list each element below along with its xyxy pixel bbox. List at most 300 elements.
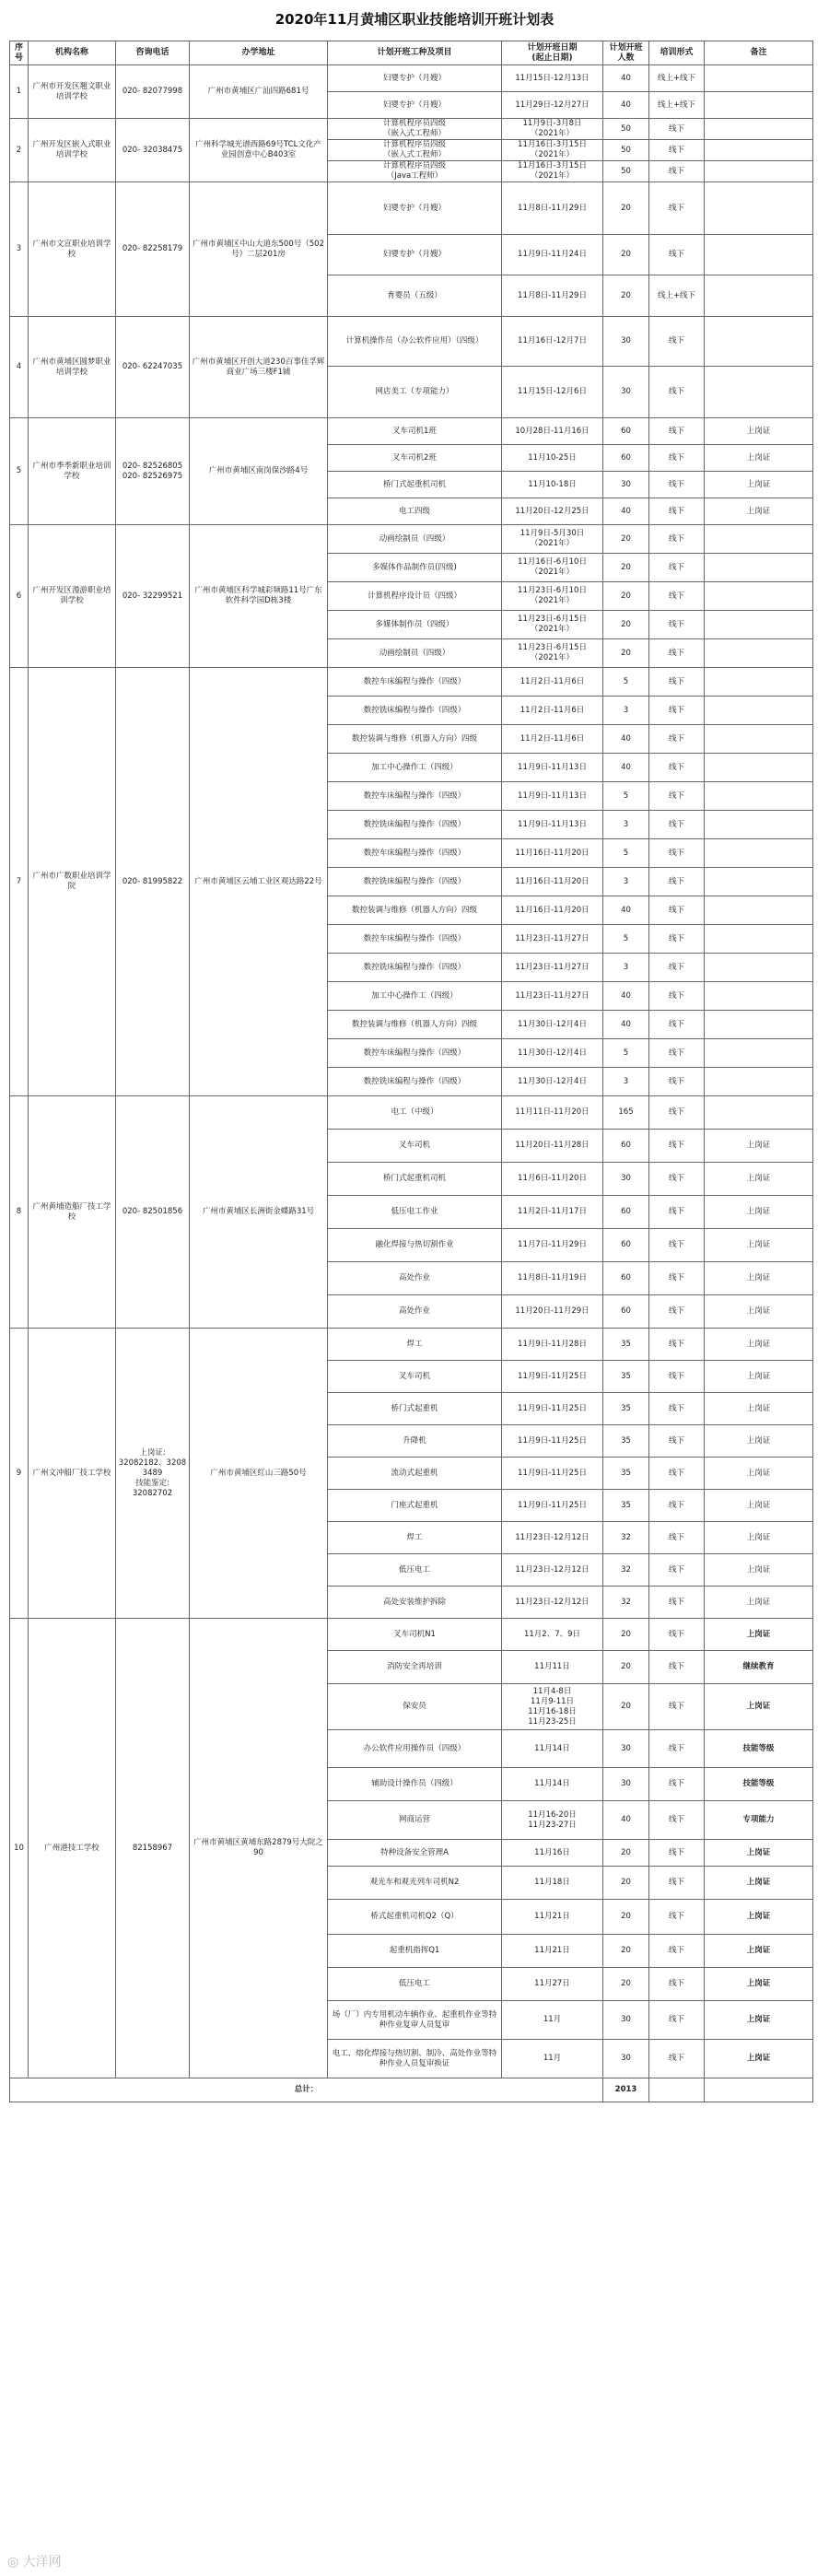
course-count: 3 [603,811,649,839]
course-item: 门座式起重机 [328,1490,502,1522]
course-item: 电工（中级） [328,1096,502,1130]
course-mode: 线下 [649,1130,705,1163]
course-item: 妇婴专护（月嫂） [328,65,502,92]
course-date: 11月9日-11月13日 [502,811,603,839]
column-header: 计划开班工种及项目 [328,41,502,65]
course-item: 加工中心操作工（四级） [328,754,502,782]
course-item: 叉车司机2班 [328,445,502,472]
course-note: 上岗证 [705,1587,813,1619]
course-count: 32 [603,1554,649,1587]
course-count: 30 [603,472,649,498]
institution-phone: 020- 82077998 [116,65,190,119]
course-count: 40 [603,92,649,119]
table-row [10,1096,813,1130]
course-note [705,1068,813,1096]
course-mode: 线下 [649,1730,705,1768]
course-note [705,754,813,782]
course-note [705,668,813,697]
course-count: 30 [603,1163,649,1196]
course-date: 11月16日-11月20日 [502,868,603,896]
institution-name: 广州市开发区翘文职业培训学校 [29,65,116,119]
course-count: 5 [603,1039,649,1068]
course-date: 11月9日-11月25日 [502,1458,603,1490]
course-note: 上岗证 [705,1554,813,1587]
course-mode: 线下 [649,1554,705,1587]
course-mode: 线下 [649,1361,705,1393]
course-item: 动画绘制员（四级） [328,525,502,554]
course-note [705,782,813,811]
column-header: 机构名称 [29,41,116,65]
course-item: 观光车和观光列车司机N2 [328,1867,502,1900]
course-item: 数控车床编程与操作（四级） [328,782,502,811]
institution-address: 广州市黄埔区中山大道东500号（502号）二层201房 [190,182,328,317]
course-date: 11月2、7、9日 [502,1619,603,1651]
course-note: 上岗证 [705,1935,813,1968]
course-mode: 线下 [649,954,705,982]
course-mode: 线下 [649,1619,705,1651]
course-count: 32 [603,1587,649,1619]
course-mode: 线下 [649,1684,705,1730]
course-mode: 线下 [649,1587,705,1619]
course-note [705,161,813,182]
course-date: 11月9日-11月13日 [502,782,603,811]
course-item: 电工、熔化焊接与热切割、制冷、高处作业等特种作业人员复审换证 [328,2040,502,2078]
institution-name: 广州开发区漫游职业培训学校 [29,525,116,668]
course-date: 11月2日-11月17日 [502,1196,603,1229]
course-note: 继续教育 [705,1651,813,1684]
course-item: 场（厂）内专用机动车辆作业、起重机作业等特种作业复审人员复审 [328,2001,502,2040]
course-note: 上岗证 [705,1684,813,1730]
row-number: 7 [10,668,29,1096]
course-mode: 线下 [649,317,705,367]
course-mode: 线下 [649,896,705,925]
course-count: 40 [603,725,649,754]
course-date: 11月9日-11月25日 [502,1425,603,1458]
institution-address: 广州市黄埔区黄埔东路2879号大院之90 [190,1619,328,2078]
course-count: 30 [603,2040,649,2078]
institution-name: 广州市季季新职业培训学校 [29,418,116,525]
row-number: 4 [10,317,29,418]
course-note: 技能等级 [705,1730,813,1768]
course-mode: 线下 [649,1651,705,1684]
course-item: 网店美工（专项能力） [328,367,502,418]
course-count: 40 [603,896,649,925]
course-date: 11月20日-11月29日 [502,1295,603,1329]
institution-address: 广州市黄埔区南岗保沙路4号 [190,418,328,525]
institution-name: 广州市广数职业培训学院 [29,668,116,1096]
course-note [705,925,813,954]
course-mode: 线下 [649,811,705,839]
course-count: 30 [603,2001,649,2040]
course-mode: 线下 [649,140,705,161]
course-count: 35 [603,1393,649,1425]
course-count: 60 [603,1196,649,1229]
course-item: 计算机程序员四级 （Java工程师） [328,161,502,182]
course-date: 11月14日 [502,1730,603,1768]
course-count: 40 [603,1801,649,1840]
course-mode: 线下 [649,1768,705,1801]
course-mode: 线下 [649,1039,705,1068]
course-item: 叉车司机1班 [328,418,502,445]
course-item: 保安员 [328,1684,502,1730]
course-item: 数控装调与维修（机器人方向）四级 [328,1011,502,1039]
course-mode: 线下 [649,1458,705,1490]
course-date: 11月 [502,2040,603,2078]
course-date: 11月7日-11月29日 [502,1229,603,1262]
course-count: 3 [603,954,649,982]
course-date: 11月16日-3月15日 （2021年） [502,140,603,161]
table-row [10,317,813,367]
table-header-row [10,41,813,65]
course-date: 11月16日-11月20日 [502,896,603,925]
course-note [705,839,813,868]
course-note [705,554,813,582]
table-row [10,119,813,140]
course-date: 11月9日-11月25日 [502,1361,603,1393]
course-date: 11月 [502,2001,603,2040]
row-number: 9 [10,1329,29,1619]
course-item: 加工中心操作工（四级） [328,982,502,1011]
course-count: 20 [603,639,649,668]
course-date: 11月29日-12月27日 [502,92,603,119]
institution-name: 广州文冲船厂技工学校 [29,1329,116,1619]
course-date: 11月20日-12月25日 [502,498,603,525]
course-item: 多媒体作品制作员(四级) [328,554,502,582]
course-mode: 线下 [649,1163,705,1196]
course-mode: 线下 [649,472,705,498]
course-date: 11月14日 [502,1768,603,1801]
course-item: 桥门式起重机司机 [328,472,502,498]
course-item: 高处安装维护拆除 [328,1587,502,1619]
course-count: 20 [603,1867,649,1900]
course-item: 流动式起重机 [328,1458,502,1490]
course-mode: 线下 [649,182,705,235]
column-header: 办学地址 [190,41,328,65]
course-item: 桥门式起重机 [328,1393,502,1425]
course-count: 20 [603,235,649,275]
course-mode: 线下 [649,754,705,782]
course-count: 165 [603,1096,649,1130]
course-item: 特种设备安全管理A [328,1840,502,1867]
course-date: 11月15日-12月6日 [502,367,603,418]
course-count: 50 [603,119,649,140]
course-note [705,275,813,317]
institution-phone: 82158967 [116,1619,190,2078]
course-note [705,317,813,367]
course-note: 上岗证 [705,1425,813,1458]
course-date: 11月9日-11月13日 [502,754,603,782]
table-row [10,668,813,697]
course-date: 11月16-20日 11月23-27日 [502,1801,603,1840]
total-count: 2013 [603,2078,649,2102]
course-note: 上岗证 [705,1867,813,1900]
course-note [705,725,813,754]
course-item: 数控铣床编程与操作（四级） [328,868,502,896]
course-mode: 线下 [649,119,705,140]
course-item: 数控铣床编程与操作（四级） [328,697,502,725]
course-date: 11月16日-11月20日 [502,839,603,868]
course-date: 11月30日-12月4日 [502,1068,603,1096]
course-mode: 线下 [649,1935,705,1968]
course-mode: 线下 [649,697,705,725]
course-mode: 线下 [649,1968,705,2001]
course-mode: 线上+线下 [649,275,705,317]
course-item: 妇婴专护（月嫂） [328,235,502,275]
course-count: 32 [603,1522,649,1554]
course-date: 11月16日-6月10日 （2021年） [502,554,603,582]
course-note: 上岗证 [705,418,813,445]
course-mode: 线下 [649,1011,705,1039]
course-item: 高处作业 [328,1262,502,1295]
table-row [10,1329,813,1361]
course-count: 40 [603,754,649,782]
course-item: 焊工 [328,1329,502,1361]
table-row [10,182,813,235]
course-item: 计算机程序员四级 （嵌入式工程师） [328,119,502,140]
course-note: 上岗证 [705,1295,813,1329]
empty-cell [705,2078,813,2102]
course-item: 计算机程序设计员（四级） [328,582,502,611]
course-mode: 线下 [649,445,705,472]
course-date: 11月9日-5月30日 （2021年） [502,525,603,554]
course-note: 上岗证 [705,445,813,472]
course-mode: 线下 [649,639,705,668]
course-note [705,896,813,925]
course-mode: 线下 [649,982,705,1011]
course-count: 20 [603,1935,649,1968]
course-item: 起重机指挥Q1 [328,1935,502,1968]
course-item: 妇婴专护（月嫂） [328,92,502,119]
course-mode: 线下 [649,1329,705,1361]
course-mode: 线下 [649,611,705,639]
course-count: 40 [603,65,649,92]
course-note [705,92,813,119]
course-item: 融化焊接与热切割作业 [328,1229,502,1262]
course-note: 上岗证 [705,1900,813,1935]
institution-address: 广州科学城光谱西路69号TCL文化产业园创意中心B403室 [190,119,328,182]
course-count: 20 [603,1840,649,1867]
institution-phone: 020- 81995822 [116,668,190,1096]
table-body [10,65,813,2102]
course-date: 11月30日-12月4日 [502,1039,603,1068]
course-note: 上岗证 [705,472,813,498]
course-note: 上岗证 [705,1522,813,1554]
course-date: 11月10-25日 [502,445,603,472]
course-count: 5 [603,668,649,697]
course-item: 辅助设计操作员（四级） [328,1768,502,1801]
course-item: 计算机操作员（办公软件应用）（四级） [328,317,502,367]
course-item: 电工四级 [328,498,502,525]
course-date: 11月23日-12月12日 [502,1522,603,1554]
institution-phone: 020- 82501856 [116,1096,190,1329]
course-count: 60 [603,1262,649,1295]
course-note [705,639,813,668]
course-date: 11月8日-11月29日 [502,275,603,317]
course-note: 上岗证 [705,1163,813,1196]
course-date: 11月23日-11月27日 [502,954,603,982]
course-note [705,868,813,896]
course-count: 20 [603,582,649,611]
column-header: 培训形式 [649,41,705,65]
course-mode: 线下 [649,1425,705,1458]
course-mode: 线下 [649,868,705,896]
institution-address: 广州市黄埔区红山三路50号 [190,1329,328,1619]
course-date: 11月10-18日 [502,472,603,498]
course-mode: 线下 [649,1522,705,1554]
course-count: 3 [603,697,649,725]
course-date: 11月23日-6月15日 （2021年） [502,639,603,668]
course-item: 数控装调与维修（机器人方向）四级 [328,725,502,754]
course-date: 11月21日 [502,1900,603,1935]
course-count: 40 [603,1011,649,1039]
course-count: 20 [603,275,649,317]
course-count: 60 [603,418,649,445]
course-item: 焊工 [328,1522,502,1554]
course-date: 11月11日 [502,1651,603,1684]
course-note: 上岗证 [705,1196,813,1229]
course-count: 20 [603,1619,649,1651]
course-count: 60 [603,1130,649,1163]
course-item: 数控车床编程与操作（四级） [328,668,502,697]
course-note: 上岗证 [705,1361,813,1393]
course-mode: 线下 [649,1900,705,1935]
course-item: 数控车床编程与操作（四级） [328,839,502,868]
course-count: 60 [603,1295,649,1329]
institution-address: 广州市黄埔区科学城彩频路11号广东软件科学园D栋3楼 [190,525,328,668]
course-item: 数控铣床编程与操作（四级） [328,954,502,982]
course-note: 上岗证 [705,1229,813,1262]
course-count: 20 [603,1968,649,2001]
institution-name: 广州黄埔造船厂技工学校 [29,1096,116,1329]
course-item: 叉车司机 [328,1130,502,1163]
course-count: 40 [603,498,649,525]
institution-address: 广州市黄埔区长洲街金蝶路31号 [190,1096,328,1329]
course-count: 50 [603,140,649,161]
course-mode: 线下 [649,1393,705,1425]
course-note: 上岗证 [705,1458,813,1490]
course-note: 上岗证 [705,1619,813,1651]
course-note: 上岗证 [705,1490,813,1522]
course-item: 办公软件应用操作员（四级） [328,1730,502,1768]
page-title: 2020年11月黄埔区职业技能培训开班计划表 [274,10,555,28]
course-mode: 线下 [649,782,705,811]
course-count: 50 [603,161,649,182]
course-date: 11月15日-12月13日 [502,65,603,92]
column-header: 序号 [10,41,29,65]
course-date: 11月23日-11月27日 [502,982,603,1011]
institution-name: 广州市文宣职业培训学校 [29,182,116,317]
course-note: 上岗证 [705,1130,813,1163]
course-date: 11月16日-3月15日 （2021年） [502,161,603,182]
empty-cell [649,2078,705,2102]
course-count: 20 [603,611,649,639]
course-count: 20 [603,182,649,235]
course-date: 11月30日-12月4日 [502,1011,603,1039]
course-item: 桥式起重机司机Q2（Q） [328,1900,502,1935]
course-date: 11月9日-3月8日 （2021年） [502,119,603,140]
course-count: 20 [603,1651,649,1684]
course-item: 低压电工 [328,1968,502,2001]
total-row [10,2078,813,2102]
course-mode: 线下 [649,367,705,418]
institution-address: 广州市黄埔区广汕四路681号 [190,65,328,119]
course-item: 计算机程序员四级 （嵌入式工程师） [328,140,502,161]
course-mode: 线下 [649,1490,705,1522]
course-mode: 线下 [649,1295,705,1329]
column-header: 咨询电话 [116,41,190,65]
course-item: 桥门式起重机司机 [328,1163,502,1196]
course-note: 上岗证 [705,498,813,525]
institution-phone: 上岗证: 32082182、32083489 技能鉴定: 32082702 [116,1329,190,1619]
course-date: 11月16日 [502,1840,603,1867]
course-date: 11月23日-6月15日 （2021年） [502,611,603,639]
course-date: 11月23日-12月12日 [502,1587,603,1619]
course-mode: 线下 [649,1068,705,1096]
course-item: 低压电工作业 [328,1196,502,1229]
course-note [705,119,813,140]
course-date: 11月9日-11月24日 [502,235,603,275]
course-mode: 线下 [649,235,705,275]
course-mode: 线下 [649,1096,705,1130]
course-mode: 线下 [649,582,705,611]
course-item: 高处作业 [328,1295,502,1329]
course-date: 11月8日-11月29日 [502,182,603,235]
watermark-text: 大洋网 [22,2555,62,2570]
row-number: 3 [10,182,29,317]
course-note [705,611,813,639]
course-date: 11月8日-11月19日 [502,1262,603,1295]
course-date: 11月9日-11月25日 [502,1393,603,1425]
column-header: 计划开班日期 (起止日期) [502,41,603,65]
course-item: 叉车司机 [328,1361,502,1393]
course-date: 11月6日-11月20日 [502,1163,603,1196]
course-count: 35 [603,1458,649,1490]
course-item: 动画绘制员（四级） [328,639,502,668]
course-date: 11月23日-11月27日 [502,925,603,954]
course-date: 11月2日-11月6日 [502,697,603,725]
course-date: 11月2日-11月6日 [502,725,603,754]
course-note [705,140,813,161]
course-count: 35 [603,1490,649,1522]
course-note [705,582,813,611]
course-note: 上岗证 [705,1840,813,1867]
course-item: 消防安全再培训 [328,1651,502,1684]
course-date: 11月9日-11月28日 [502,1329,603,1361]
institution-phone: 020- 82526805 020- 82526975 [116,418,190,525]
course-count: 60 [603,445,649,472]
course-count: 35 [603,1329,649,1361]
course-mode: 线下 [649,725,705,754]
table-row [10,65,813,92]
course-note [705,811,813,839]
course-note: 上岗证 [705,1968,813,2001]
course-count: 20 [603,1900,649,1935]
course-item: 低压电工 [328,1554,502,1587]
course-item: 数控铣床编程与操作（四级） [328,1068,502,1096]
course-mode: 线下 [649,525,705,554]
institution-phone: 020- 32038475 [116,119,190,182]
course-note: 上岗证 [705,1329,813,1361]
row-number: 1 [10,65,29,119]
course-item: 育婴员（五级） [328,275,502,317]
watermark-logo: ◎ 大洋网 [7,2555,62,2570]
course-date: 11月18日 [502,1867,603,1900]
course-count: 20 [603,525,649,554]
course-mode: 线下 [649,1229,705,1262]
table-row [10,418,813,445]
institution-address: 广州市黄埔区开创大道230百事佳孚辉商业广场三楼F1铺 [190,317,328,418]
course-count: 20 [603,554,649,582]
